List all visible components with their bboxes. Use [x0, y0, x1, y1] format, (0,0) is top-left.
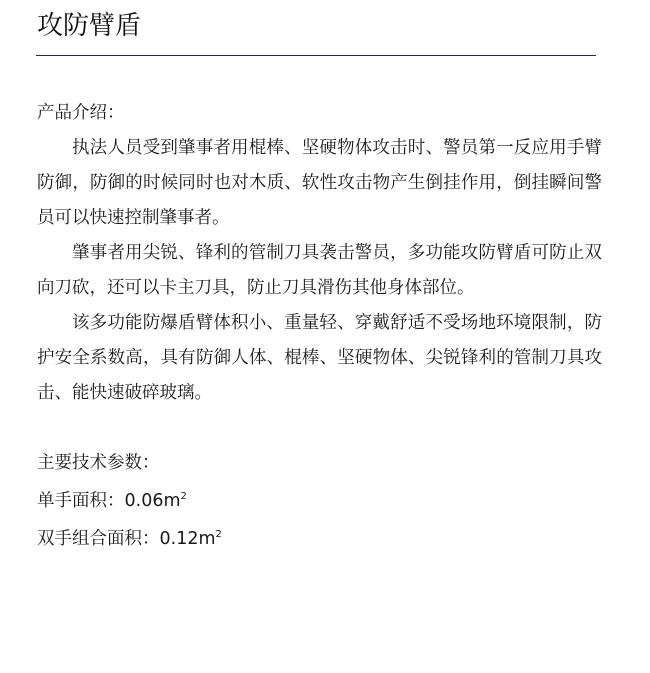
section-spacer [37, 411, 602, 446]
spec-two-hand-area-sup: 2 [215, 529, 222, 540]
page-title: 攻防臂盾 [37, 11, 142, 41]
document-body [37, 96, 602, 557]
spec-single-hand-area-sup: 2 [180, 491, 187, 502]
paragraph-1: 执法人员受到肇事者用棍棒、坚硬物体攻击时、警员第一反应用手臂防御，防御的时候同时也对木质、软性攻击物产生倒挂作用，倒挂瞬间警员可以快速控制肇事者。 [37, 138, 602, 228]
spec-single-hand-area [37, 484, 602, 519]
specs-label: 主要技术参数： [37, 453, 160, 473]
intro-label: 产品介绍： [37, 103, 125, 123]
spec-single-hand-area-text: 单手面积：0.06m [37, 491, 181, 511]
paragraph-2: 肇事者用尖锐、锋利的管制刀具袭击警员，多功能攻防臂盾可防止双向刀砍，还可以卡主刀具，防止刀具滑伤其他身体部位。 [37, 243, 602, 298]
title-divider [36, 55, 596, 56]
paragraph-3: 该多功能防爆盾臂体积小、重量轻、穿戴舒适不受场地环境限制，防护安全系数高，具有防御人体、棍棒、坚硬物体、尖锐锋利的管制刀具攻击、能快速破碎玻璃。 [37, 313, 602, 403]
spec-two-hand-area [37, 522, 602, 557]
spec-two-hand-area-text: 双手组合面积：0.12m [37, 529, 216, 549]
